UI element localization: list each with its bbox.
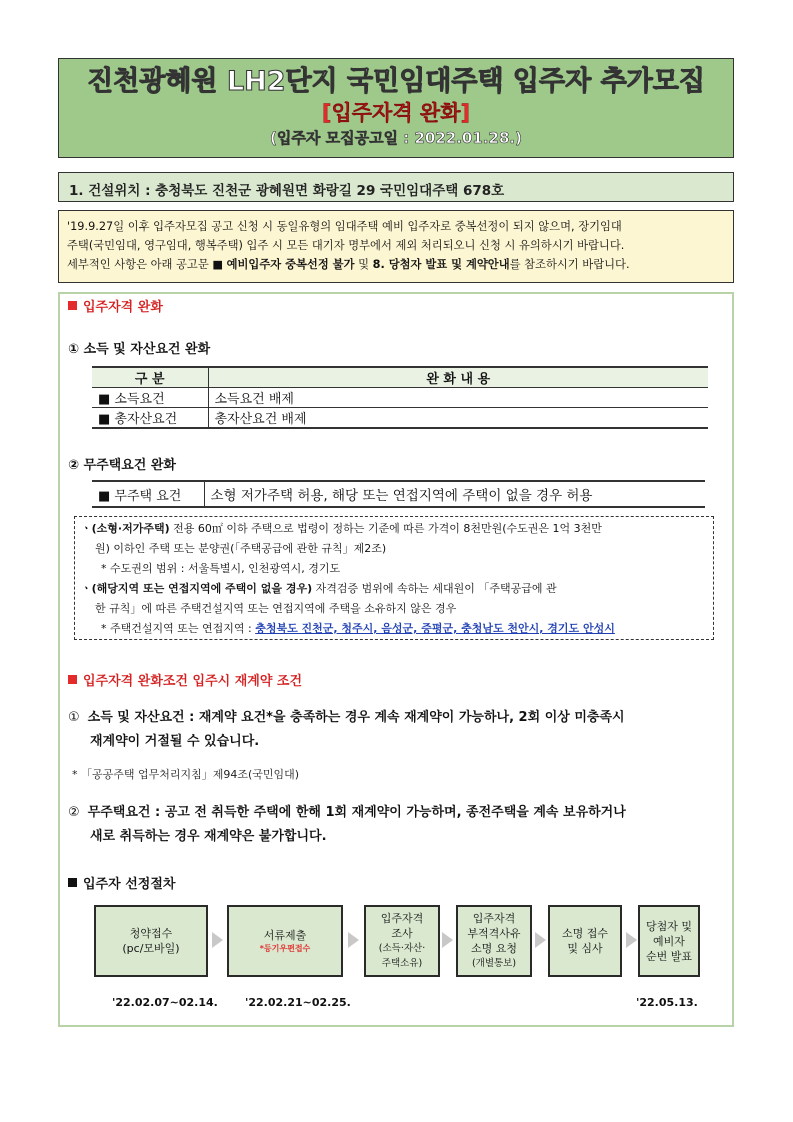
notice-line-3 (67, 255, 727, 274)
announce-date: (입주자 모집공고일 : 2022.01.28.) (270, 129, 522, 147)
step-eligibility-check (364, 905, 440, 977)
para2-number: ② (68, 805, 80, 820)
title-banner (58, 58, 734, 158)
notice-line-3-post: 를 참조하시기 바랍니다. (509, 258, 630, 271)
para1-number: ① (68, 710, 80, 725)
notice-bold-2: 8. 당첨자 발표 및 계약안내 (372, 258, 510, 271)
step-clarification-request (456, 905, 532, 977)
notice-line-1: '19.9.27일 이후 입주자모집 공고 신청 시 동일유형의 임대주택 예비 입주자로 중복선정이 되지 않으며, 장기임대 (67, 220, 622, 233)
para1-text1: 소득 및 자산요건 : 재계약 요건*을 충족하는 경우 계속 재계약이 가능하나, 2회 이상 미충족시 (87, 710, 625, 725)
sub-housing-heading: ② 무주택요건 완화 (68, 458, 176, 473)
row-value: 소형 저가주택 허용, 해당 또는 연접지역에 주택이 없을 경우 허용 (204, 481, 705, 507)
table-header-row (92, 367, 708, 388)
step-5-line-2: 및 심사 (567, 942, 603, 955)
section-recontract-heading (68, 670, 302, 689)
note-text-4: 자격검증 범위에 속하는 세대원이 「주택공급에 관 (312, 582, 557, 595)
income-table (92, 366, 708, 429)
black-square-icon (68, 878, 77, 887)
note-line-5: 한 규칙」에 따른 주택건설지역 또는 연접지역에 주택을 소유하지 않은 경우 (95, 602, 457, 615)
arrow-right-icon (212, 932, 223, 948)
step-6-line-2: 예비자 (653, 934, 685, 948)
region-list-link: 충청북도 진천군, 청주시, 음성군, 증평군, 충청남도 천안시, 경기도 안성시 (255, 622, 615, 635)
para1-line1 (68, 706, 728, 730)
step-4-line-1: 입주자격 (472, 912, 516, 925)
table-row (92, 388, 708, 408)
recontract-paragraph-1 (68, 706, 728, 754)
step-5-line-1: 소명 접수 (561, 927, 608, 940)
step-3-line-3: (소득·자산· (378, 943, 426, 954)
recontract-footnote: * 「공공주택 업무처리지침」제94조(국민임대) (72, 768, 300, 781)
notice-box (58, 210, 734, 283)
step-4-line-4: (개별통보) (471, 958, 517, 969)
section-recontract-title: 입주자격 완화조건 입주시 재계약 조건 (83, 674, 303, 689)
location-bar: 1. 건설위치 : 충청북도 진천군 광혜원면 화랑길 29 국민임대주택 678호 (58, 172, 734, 202)
note-text-6: * 주택건설지역 또는 연접지역 : (101, 622, 256, 635)
row-value: 총자산요건 배제 (208, 408, 708, 429)
housing-table (92, 480, 705, 508)
step-3-line-4: 주택소유) (381, 958, 423, 969)
date-announcement: '22.05.13. (636, 996, 698, 1009)
para2-text1: 무주택요건 : 공고 전 취득한 주택에 한해 1회 재계약이 가능하며, 종전주택을 계속 보유하거나 (87, 805, 626, 820)
row-label: ■ 총자산요건 (98, 412, 178, 427)
note-text-1: 전용 60㎡ 이하 주택으로 법령이 정하는 기준에 따른 가격이 8천만원(수도권은 1억 3천만 (169, 522, 602, 535)
red-square-icon (68, 301, 77, 310)
section-selection-title: 입주자 선정절차 (83, 877, 176, 892)
date-documents: '22.02.21~02.25. (245, 996, 351, 1009)
table-col-category: 구 분 (134, 372, 165, 387)
recontract-paragraph-2 (68, 801, 738, 849)
para2-line1 (68, 801, 738, 825)
section-eligibility-heading (68, 296, 163, 315)
note-line-6 (81, 619, 707, 639)
table-row (92, 408, 708, 429)
step-6-line-3: 순번 발표 (645, 949, 692, 963)
step-review (548, 905, 622, 977)
notice-line-3-mid: 및 (354, 258, 373, 271)
step-3-line-2: 조사 (391, 927, 413, 940)
section-selection-heading (68, 873, 175, 892)
step-announcement (638, 905, 700, 977)
red-square-icon (68, 675, 77, 684)
housing-note-box (74, 516, 714, 640)
arrow-right-icon (348, 932, 359, 948)
step-2-note: *등기우편접수 (259, 943, 311, 953)
row-value: 소득요건 배제 (208, 388, 708, 408)
arrow-right-icon (535, 932, 546, 948)
step-4-line-2: 부적격사유 (467, 927, 521, 940)
para1-line2: 재계약이 거절될 수 있습니다. (90, 734, 260, 749)
step-documents (227, 905, 343, 977)
note-line-2: 원) 이하인 주택 또는 분양권(「주택공급에 관한 규칙」제2조) (95, 542, 387, 555)
page-subtitle: [입주자격 완화] (321, 101, 471, 125)
para2-line2: 새로 취득하는 경우 재계약은 불가합니다. (90, 829, 327, 844)
page-title: 진천광혜원 LH2단지 국민임대주택 입주자 추가모집 (87, 66, 705, 97)
sub-income-heading: ① 소득 및 자산요건 완화 (68, 342, 211, 357)
notice-line-3-pre: 세부적인 사항은 아래 공고문 ■ (67, 258, 227, 271)
notice-line-2: 주택(국민임대, 영구임대, 행복주택) 입주 시 모든 대기자 명부에서 제외 처리되오니 신청 시 유의하시기 바랍니다. (67, 239, 625, 252)
note-line-3: * 수도권의 범위 : 서울특별시, 인천광역시, 경기도 (101, 562, 341, 575)
table-col-content: 완 화 내 용 (208, 367, 708, 388)
step-1-line-1: 청약접수 (129, 927, 173, 940)
step-application (94, 905, 208, 977)
note-line-4 (81, 579, 707, 599)
note-bold-4: ㆍ(해당지역 또는 연접지역에 주택이 없을 경우) (81, 582, 313, 595)
row-label: ■ 소득요건 (98, 392, 165, 407)
notice-bold-1: 예비입주자 중복선정 불가 (226, 258, 355, 271)
arrow-right-icon (442, 932, 453, 948)
step-3-line-1: 입주자격 (380, 912, 424, 925)
note-line-1 (81, 519, 707, 539)
step-2-line-1: 서류제출 (263, 928, 307, 942)
table-row (92, 481, 705, 507)
note-bold-1: ㆍ(소형·저가주택) (81, 522, 170, 535)
section-eligibility-title: 입주자격 완화 (83, 300, 163, 315)
date-application: '22.02.07~02.14. (112, 996, 218, 1009)
step-4-line-3: 소명 요청 (470, 942, 517, 955)
step-1-line-2: (pc/모바일) (122, 942, 180, 955)
arrow-right-icon (626, 932, 637, 948)
step-6-line-1: 당첨자 및 (645, 919, 692, 933)
row-label: ■ 무주택 요건 (98, 488, 182, 504)
